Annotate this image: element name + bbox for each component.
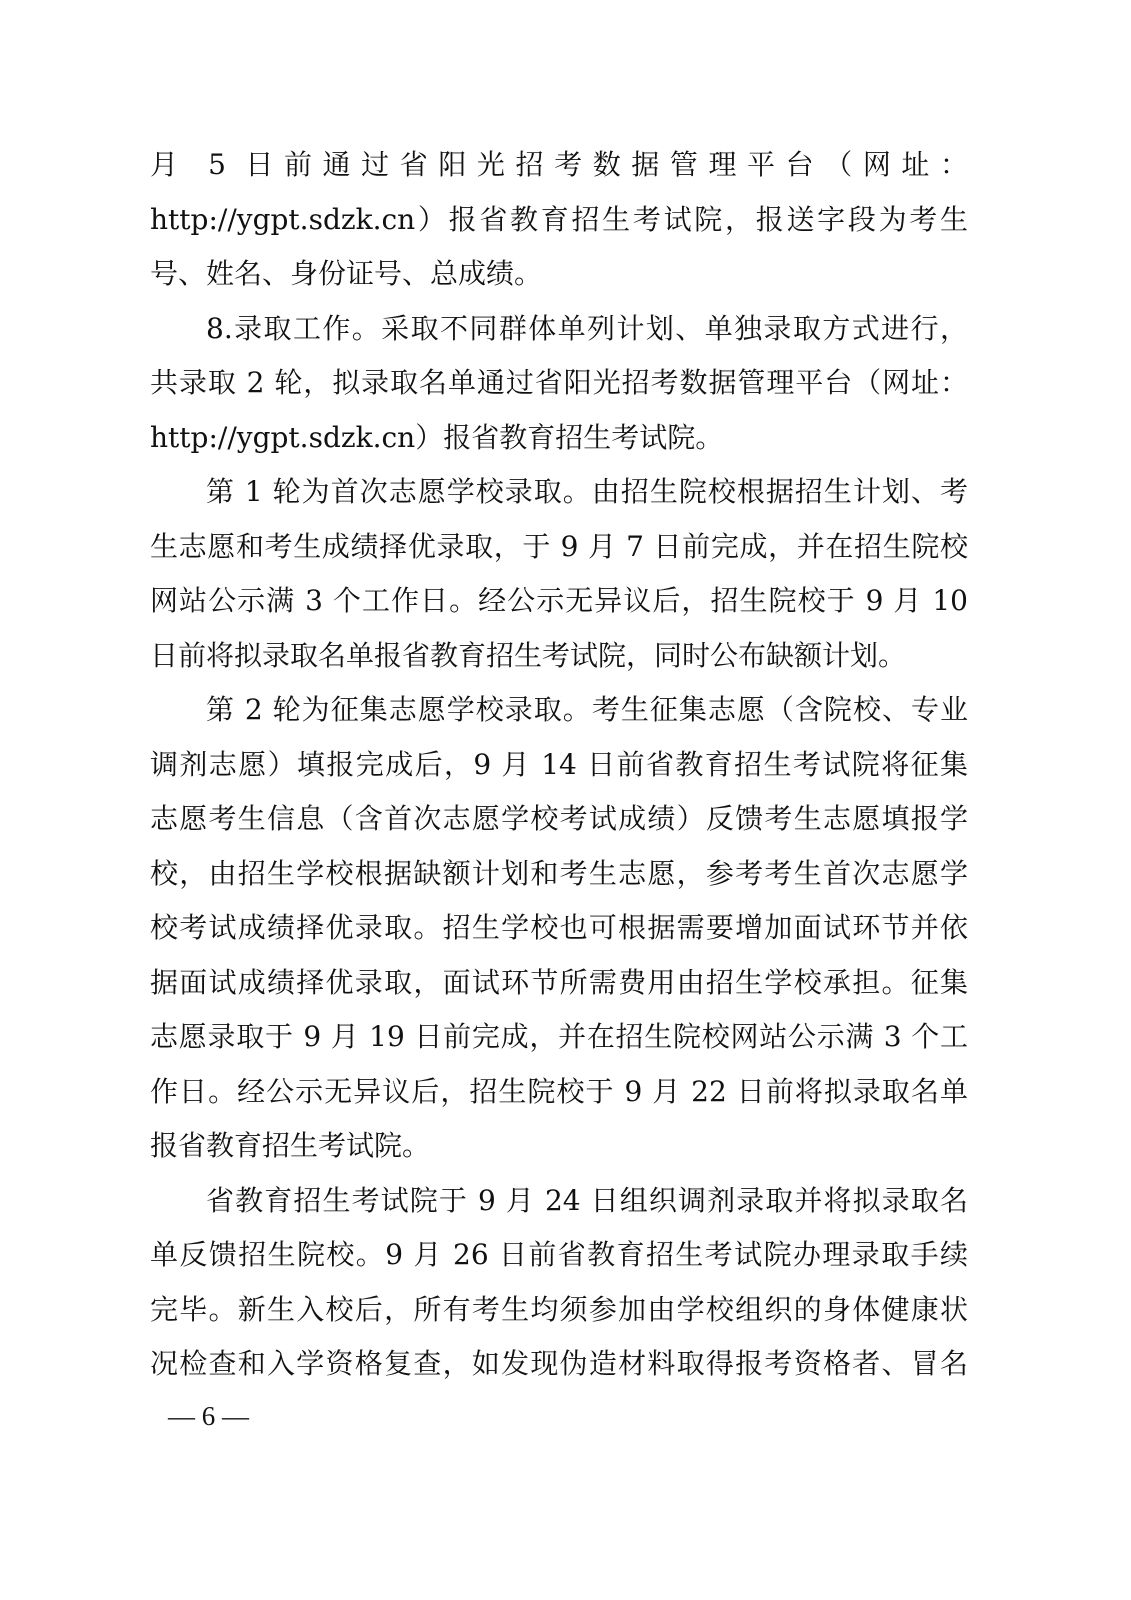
text-line: 校，由招生学校根据缺额计划和考生志愿，参考考生首次志愿学: [150, 856, 968, 890]
text-line: 省教育招生考试院于 9 月 24 日组织调剂录取并将拟录取名: [206, 1183, 968, 1217]
text-line: 单反馈招生院校。9 月 26 日前省教育招生考试院办理录取手续: [150, 1238, 968, 1271]
text-line: 志愿录取于 9 月 19 日前完成，并在招生院校网站公示满 3 个工: [150, 1020, 968, 1053]
text-line: 志愿考生信息（含首次志愿学校考试成绩）反馈考生志愿填报学: [150, 802, 968, 835]
text-line: 日前将拟录取名单报省教育招生考试院，同时公布缺额计划。: [150, 638, 907, 672]
text-line: 作日。经公示无异议后，招生院校于 9 月 22 日前将拟录取名单: [150, 1074, 968, 1108]
text-line: 报省教育招生考试院。: [150, 1129, 431, 1162]
text-line: 号、姓名、身份证号、总成绩。: [150, 257, 543, 290]
text-line: http://ygpt.sdzk.cn）报省教育招生考试院，报送字段为考生: [150, 202, 968, 236]
text-line: 校考试成绩择优录取。招生学校也可根据需要增加面试环节并依: [150, 911, 968, 944]
page-number: — 6 —: [168, 1401, 249, 1431]
document-body: [150, 138, 968, 1392]
text-line: 据面试成绩择优录取，面试环节所需费用由招生学校承担。征集: [150, 965, 968, 999]
text-line: 网站公示满 3 个工作日。经公示无异议后，招生院校于 9 月 10: [150, 584, 968, 617]
text-line: 完毕。新生入校后，所有考生均须参加由学校组织的身体健康状: [150, 1292, 968, 1326]
text-line: 月 5 日前通过省阳光招考数据管理平台（网址：: [150, 148, 968, 181]
text-line: 况检查和入学资格复查，如发现伪造材料取得报考资格者、冒名: [150, 1347, 968, 1380]
text-line: 共录取 2 轮，拟录取名单通过省阳光招考数据管理平台（网址：: [150, 366, 968, 399]
text-line: 调剂志愿）填报完成后，9 月 14 日前省教育招生考试院将征集: [150, 747, 968, 781]
text-line: 第 1 轮为首次志愿学校录取。由招生院校根据招生计划、考: [206, 475, 968, 508]
text-line: http://ygpt.sdzk.cn）报省教育招生考试院。: [150, 420, 724, 454]
text-line: 第 2 轮为征集志愿学校录取。考生征集志愿（含院校、专业: [206, 693, 968, 726]
text-line: 生志愿和考生成绩择优录取，于 9 月 7 日前完成，并在招生院校: [150, 529, 968, 563]
text-line: 8.录取工作。采取不同群体单列计划、单独录取方式进行，: [206, 311, 968, 345]
